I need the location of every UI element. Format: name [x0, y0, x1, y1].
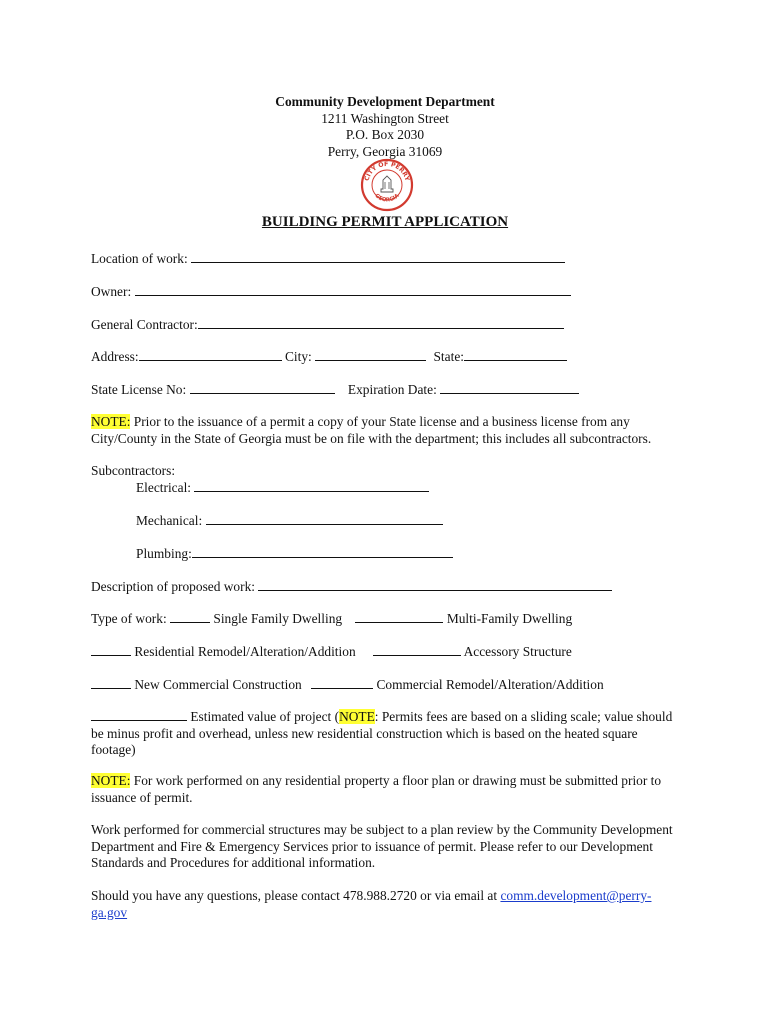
estimate-note-label: NOTE — [339, 709, 375, 724]
single-family-label: Single Family Dwelling — [213, 611, 343, 626]
commercial-remodel-blank[interactable] — [311, 676, 373, 689]
work-type-row-1 — [91, 610, 572, 628]
department-name: Community Development Department — [275, 94, 495, 109]
expiration-field[interactable] — [440, 381, 579, 394]
new-commercial-label: New Commercial Construction — [134, 677, 302, 692]
description-row — [91, 578, 612, 596]
description-field[interactable] — [258, 578, 612, 591]
location-field[interactable] — [191, 250, 565, 263]
note2-label: NOTE: — [91, 773, 131, 788]
po-box: P.O. Box 2030 — [345, 127, 425, 142]
work-type-label: Type of work: — [91, 611, 167, 626]
department-header — [0, 94, 770, 160]
owner-field[interactable] — [135, 283, 571, 296]
svg-text:GEORGIA — [373, 192, 401, 203]
plumbing-row — [136, 545, 453, 563]
residential-remodel-label: Residential Remodel/Alteration/Addition — [134, 644, 356, 659]
city-state-zip: Perry, Georgia 31069 — [327, 143, 443, 159]
description-label: Description of proposed work: — [91, 579, 256, 594]
contact-paragraph — [91, 888, 681, 921]
address-field[interactable] — [139, 348, 282, 361]
form-title: BUILDING PERMIT APPLICATION — [261, 214, 509, 230]
plumbing-label: Plumbing: — [136, 546, 192, 561]
city-label: City: — [284, 349, 312, 364]
commercial-remodel-label: Commercial Remodel/Alteration/Addition — [376, 677, 604, 692]
accessory-blank[interactable] — [373, 643, 461, 656]
contractor-field[interactable] — [198, 316, 564, 329]
multi-family-label: Multi-Family Dwelling — [446, 611, 573, 626]
state-field[interactable] — [464, 348, 567, 361]
license-field[interactable] — [190, 381, 335, 394]
mechanical-field[interactable] — [206, 512, 443, 525]
license-label: State License No: — [91, 382, 187, 397]
mechanical-row — [136, 512, 443, 530]
multi-family-blank[interactable] — [355, 610, 443, 623]
location-row — [91, 250, 565, 268]
note-text: Prior to the issuance of a permit a copy of your State license and a business license from any City/County in the State of Georgia must be on file with the department; this includes all subcontractors. — [91, 414, 652, 446]
accessory-label: Accessory Structure — [463, 644, 572, 659]
expiration-label: Expiration Date: — [347, 382, 437, 397]
note2-text: For work performed on any residential property a floor plan or drawing must be submitted prior to issuance of permit. — [91, 773, 662, 805]
plumbing-field[interactable] — [192, 545, 453, 558]
work-type-row-2 — [91, 643, 572, 661]
address-label: Address: — [91, 349, 139, 364]
license-row — [91, 381, 579, 399]
mechanical-label: Mechanical: — [136, 513, 203, 528]
estimated-value-field[interactable] — [91, 708, 187, 721]
electrical-field[interactable] — [194, 479, 429, 492]
seal-text-bottom: GEORGIA — [373, 192, 401, 204]
license-note — [91, 414, 681, 447]
location-label: Location of work: — [91, 251, 188, 266]
note-label: NOTE: — [91, 414, 131, 429]
contact-email-link[interactable]: comm.development@perry-ga.gov — [91, 888, 652, 920]
owner-label: Owner: — [91, 284, 132, 299]
contractor-row — [91, 316, 564, 334]
state-label: State: — [433, 349, 464, 364]
commercial-review-paragraph: Work performed for commercial structures may be subject to a plan review by the Community Development Department and Fire & Emergency Services prior to issuance of permit. Please refer to our Development Standards and Procedures for additional information. — [91, 822, 673, 870]
estimate-text-before: Estimated value of project ( — [187, 709, 340, 724]
owner-row — [91, 283, 571, 301]
work-type-row-3 — [91, 676, 604, 694]
floor-plan-note — [91, 773, 681, 806]
contact-text: Should you have any questions, please contact 478.988.2720 or via email at — [91, 888, 501, 903]
svg-text:CITY OF PERRY — [363, 161, 410, 182]
contractor-label: General Contractor: — [91, 317, 198, 332]
street-address: 1211 Washington Street — [321, 110, 449, 126]
residential-remodel-blank[interactable] — [91, 643, 131, 656]
subcontractors-heading: Subcontractors: — [91, 463, 176, 478]
estimate-text-after: : Permits fees are based on a sliding scale; value should be minus profit and overhead, unless new residential construction which is based on the heated square footage) — [91, 709, 673, 757]
single-family-blank[interactable] — [170, 610, 210, 623]
city-field[interactable] — [315, 348, 426, 361]
city-seal-icon — [360, 158, 414, 212]
electrical-label: Electrical: — [136, 480, 192, 495]
seal-text-top: CITY OF PERRY — [363, 160, 411, 182]
new-commercial-blank[interactable] — [91, 676, 131, 689]
address-row — [91, 348, 567, 366]
estimate-paragraph — [91, 708, 681, 759]
electrical-row — [136, 479, 429, 497]
